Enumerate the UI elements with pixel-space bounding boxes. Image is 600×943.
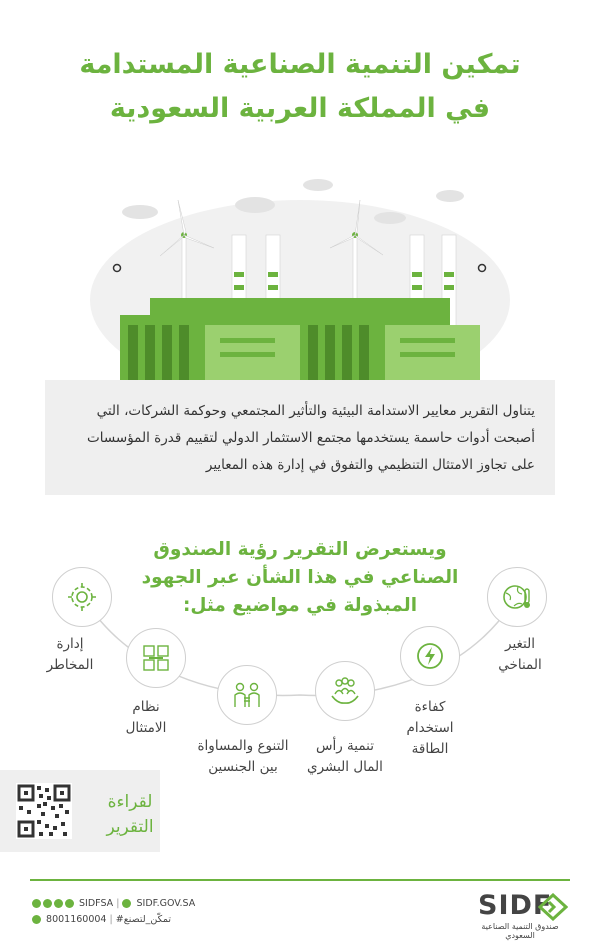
topic-risk-management <box>52 567 112 627</box>
hashtag: #تمكّن_لتصنع <box>115 914 172 925</box>
handshake-icon <box>139 641 173 675</box>
two-people-icon <box>230 678 264 712</box>
subheading-line2: الصناعي في هذا الشأن عبر الجهود <box>141 567 459 588</box>
topic-label-human-capital: تنمية رأس المال البشري <box>307 738 383 775</box>
globe-thermometer-icon <box>500 580 534 614</box>
footer-contact-row: 8001160004 | #تمكّن_لتصنع <box>32 914 171 925</box>
sidf-logo-mark-icon <box>538 893 568 921</box>
intro-line-1: يتناول التقرير معايير الاستدامة البيئية والتأثير المجتمعي وحوكمة الشركات، التي <box>96 403 535 419</box>
topic-human-capital <box>315 661 375 721</box>
intro-panel <box>45 380 555 495</box>
intro-text <box>65 398 535 479</box>
phone-icon <box>32 915 41 924</box>
energy-bolt-icon <box>413 639 447 673</box>
qr-read-report-label: لقراءة التقرير <box>106 792 154 837</box>
linkedin-icon[interactable] <box>54 899 63 908</box>
subheading-line3: المبذولة في مواضيع مثل: <box>182 595 418 616</box>
website-link[interactable]: SIDF.GOV.SA <box>136 898 196 909</box>
topic-compliance-system <box>126 628 186 688</box>
footer-social-row: SIDFSA | SIDF.GOV.SA <box>32 898 195 909</box>
topic-climate-change <box>487 567 547 627</box>
topic-label-climate-change: التغير المناخي <box>498 636 542 673</box>
web-icon <box>122 899 131 908</box>
main-title-line1: تمكين التنمية الصناعية المستدامة <box>79 49 521 80</box>
topic-diversity-equality <box>217 665 277 725</box>
youtube-icon[interactable] <box>65 899 74 908</box>
gear-settings-icon <box>65 580 99 614</box>
intro-line-2: أصبحت أدوات حاسمة يستخدمها مجتمع الاستثمار الدولي لتقييم قدرة المؤسسات <box>87 430 535 446</box>
people-hands-icon <box>328 674 362 708</box>
sidf-logo: SIDF <box>478 890 553 921</box>
footer-divider <box>30 879 570 881</box>
factory-illustration <box>0 160 600 390</box>
social-handle[interactable]: SIDFSA <box>79 898 114 909</box>
sidf-logo-subtitle: صندوق التنمية الصناعية السعودي <box>481 922 559 940</box>
subheading-line1: ويستعرض التقرير رؤية الصندوق <box>153 539 447 560</box>
topic-label-risk-management: إدارة المخاطر <box>46 636 94 673</box>
topic-label-compliance: نظام الامتثال <box>125 699 167 736</box>
twitter-icon[interactable] <box>32 899 41 908</box>
topic-label-diversity-equality: التنوع والمساواة بين الجنسين <box>197 738 289 775</box>
topic-label-energy-efficiency: كفاءة استخدام الطاقة <box>406 699 454 757</box>
instagram-icon[interactable] <box>43 899 52 908</box>
main-title-line2: في المملكة العربية السعودية <box>109 93 491 124</box>
topic-energy-efficiency <box>400 626 460 686</box>
phone-number[interactable]: 8001160004 <box>46 914 107 925</box>
qr-code-icon[interactable] <box>16 783 72 839</box>
intro-line-3: على تجاوز الامتثال التنظيمي والتفوق في إدارة هذه المعايير <box>205 457 535 473</box>
